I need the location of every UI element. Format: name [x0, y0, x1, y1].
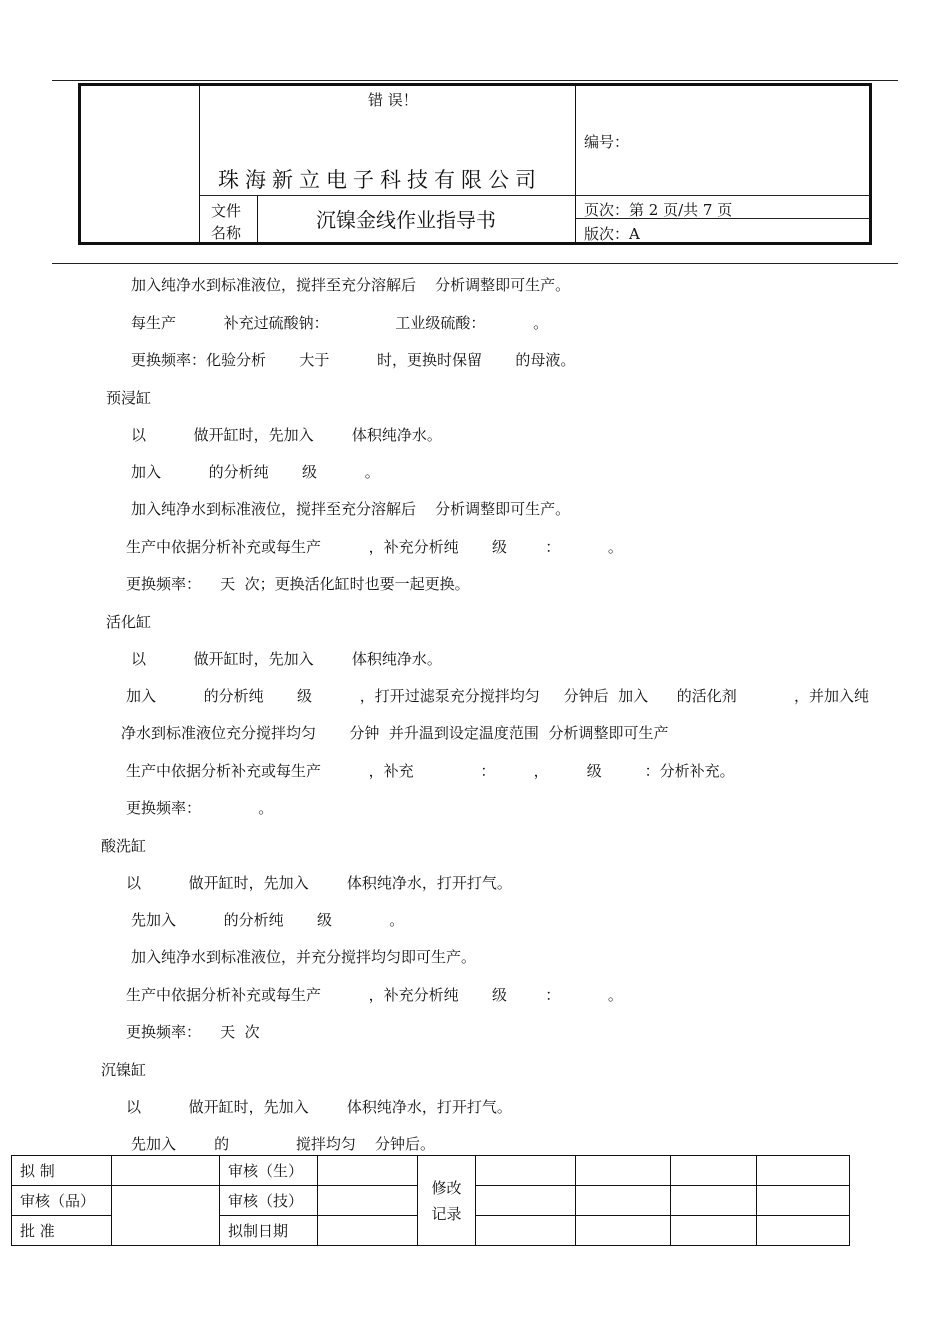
revision-cell [671, 1216, 757, 1246]
body-line: 以 做开缸时，先加入 体积纯净水，打开打气。 [126, 874, 512, 892]
revision-record-label: 修改 记录 [418, 1156, 476, 1246]
header-bottom-rule [52, 263, 898, 264]
revision-cell [671, 1186, 757, 1216]
body-line: 先加入 的 搅拌均匀 分钟后。 [131, 1135, 435, 1153]
file-name-label-line1: 文件 [211, 202, 242, 220]
body-line: 加入纯净水到标准液位，搅拌至充分溶解后 分析调整即可生产。 [131, 276, 571, 294]
body-line: 加入 的分析纯 级 ，打开过滤泵充分搅拌均匀 分钟后 加入 的活化剂 ，并加入纯 [126, 687, 869, 705]
body-line: 生产中依据分析补充或每生产 ，补充分析纯 级 ： 。 [126, 986, 623, 1004]
revision-cell [671, 1156, 757, 1186]
body-line: 先加入 的分析纯 级 。 [131, 911, 405, 929]
section-heading: 酸洗缸 [101, 837, 147, 855]
revision-cell [757, 1216, 850, 1246]
body-line: 生产中依据分析补充或每生产 ，补充分析纯 级 ： 。 [126, 538, 623, 556]
version-info: 版次：A [584, 225, 640, 243]
document-title: 沉镍金线作业指导书 [316, 208, 496, 232]
body-line: 更换频率： 天 次 [126, 1023, 260, 1041]
revision-cell [757, 1156, 850, 1186]
drafted-by-value [112, 1156, 220, 1186]
header-divider-1 [199, 84, 200, 244]
review-quality-label: 审核（品） [12, 1186, 112, 1216]
body-line: 以 做开缸时，先加入 体积纯净水。 [131, 650, 442, 668]
body-line: 更换频率：化验分析 大于 时，更换时保留 的母液。 [131, 351, 576, 369]
header-divider-3 [257, 195, 258, 244]
review-production-label: 审核（生） [220, 1156, 318, 1186]
body-line: 每生产 补充过硫酸钠： 工业级硫酸： 。 [131, 314, 549, 332]
revision-cell [576, 1156, 671, 1186]
draft-date-value [318, 1216, 418, 1246]
top-rule [52, 80, 898, 81]
revision-cell [476, 1186, 576, 1216]
revision-cell [476, 1156, 576, 1186]
body-line: 加入 的分析纯 级 。 [131, 463, 380, 481]
review-technical-value [318, 1186, 418, 1216]
section-heading: 沉镍缸 [101, 1061, 147, 1079]
body-line: 以 做开缸时，先加入 体积纯净水。 [131, 426, 442, 444]
company-name: 珠海新立电子科技有限公司 [218, 168, 542, 192]
body-line: 更换频率： 天 次；更换活化缸时也要一起更换。 [126, 575, 470, 593]
section-heading: 活化缸 [106, 613, 152, 631]
page-info: 页次：第 2 页/共 7 页 [584, 201, 733, 219]
review-technical-label: 审核（技） [220, 1186, 318, 1216]
revision-cell [757, 1186, 850, 1216]
body-line: 净水到标准液位充分搅拌均匀 分钟 并升温到设定温度范围 分析调整即可生产 [121, 724, 669, 742]
drafted-by-label: 拟 制 [12, 1156, 112, 1186]
draft-date-label: 拟制日期 [220, 1216, 318, 1246]
revision-cell [576, 1216, 671, 1246]
approved-by-label: 批 准 [12, 1216, 112, 1246]
file-name-label-line2: 名称 [211, 224, 242, 242]
header-row-line-1 [200, 195, 870, 196]
review-quality-value [112, 1186, 220, 1246]
error-text: 错 误！ [368, 91, 418, 109]
section-heading: 预浸缸 [106, 389, 152, 407]
body-line: 以 做开缸时，先加入 体积纯净水，打开打气。 [126, 1098, 512, 1116]
body-line: 更换频率： 。 [126, 799, 274, 817]
review-production-value [318, 1156, 418, 1186]
revision-cell [476, 1216, 576, 1246]
header-divider-2 [575, 84, 576, 244]
approval-table [11, 1155, 850, 1246]
revision-cell [576, 1186, 671, 1216]
body-line: 生产中依据分析补充或每生产 ，补充 ： ， 级 ：分析补充。 [126, 762, 735, 780]
doc-number-label: 编号： [584, 133, 630, 151]
body-line: 加入纯净水到标准液位，搅拌至充分溶解后 分析调整即可生产。 [131, 500, 571, 518]
body-line: 加入纯净水到标准液位，并充分搅拌均匀即可生产。 [131, 948, 477, 966]
